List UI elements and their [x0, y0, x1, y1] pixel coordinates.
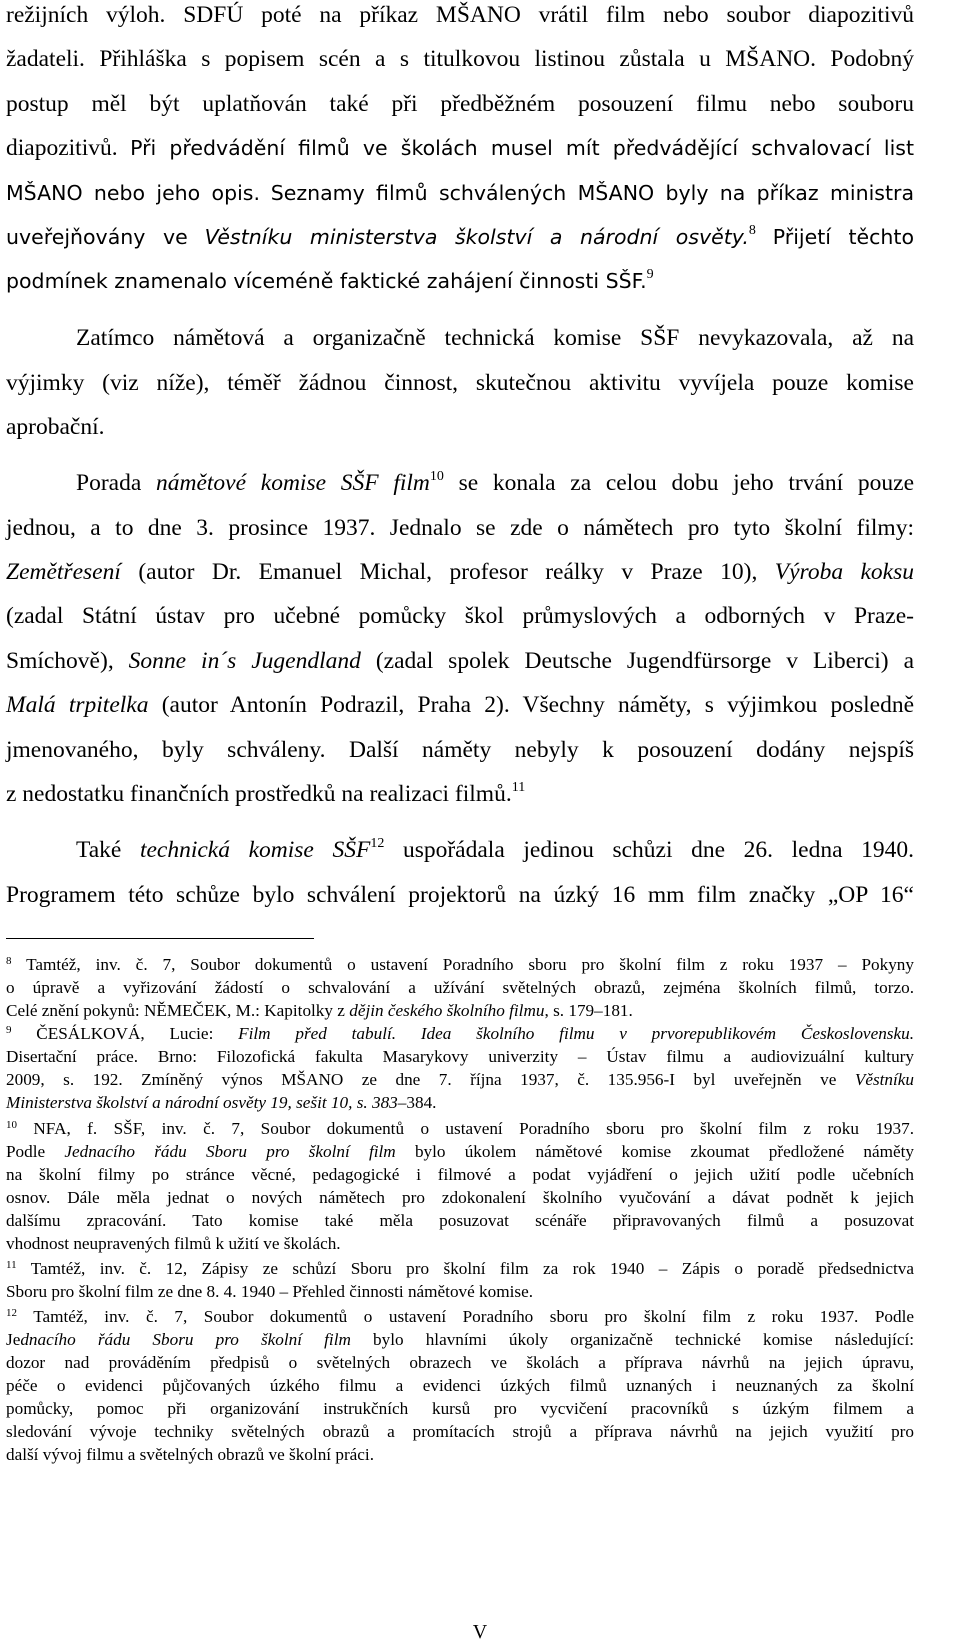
footnote-line: $^{11}$ Tamtéž, inv. č. 12, Zápisy ze schůzí Sboru pro školní film za rok 1940 – Zápis o poradě předsednictva	[6, 1259, 914, 1278]
footnote-line: dalšímu zpracování. Tato komise také měla posuzovat scénáře připravovaných filmů a posuzovat	[6, 1211, 914, 1230]
footnote-line: Celé znění pokynů: NĚMEČEK, M.: Kapitolky z dějin českého školního filmu, s. 179–181.	[6, 1001, 633, 1020]
body-line: aprobační.	[6, 414, 105, 440]
footnote-line: vhodnost neupravených filmů k užití ve školách.	[6, 1234, 341, 1253]
body-line: Smíchově), Sonne in´s Jugendland (zadal spolek Deutsche Jugendfürsorge v Liberci) a	[6, 648, 915, 674]
footnote-line: $^9$ ČESÁLKOVÁ, Lucie: Film před tabulí. Idea školního filmu v prvorepublikovém Československu.	[6, 1024, 914, 1043]
body-line: Zemětřesení (autor Dr. Emanuel Michal, profesor reálky v Praze 10), Výroba koksu	[6, 559, 915, 585]
footnote-line: Sboru pro školní film ze dne 8. 4. 1940 – Přehled činnosti námětové komise.	[6, 1282, 534, 1301]
body-line: Porada námětové komise SŠF film$^{10}$ se konala za celou dobu jeho trvání pouze	[76, 469, 915, 496]
body-line: Také technická komise SŠF$^{12}$ uspořádala jedinou schůzi dne 26. ledna 1940.	[76, 836, 915, 863]
footnote-line: osnov. Dále měla jednat o nových námětech pro zdokonalení školního vyučování a dávat podnět k jejich	[6, 1188, 914, 1207]
footnote-line: Ministerstva školství a národní osvěty 19, sešit 10, s. 383–384.	[6, 1093, 437, 1112]
body-line: Zatímco námětová a organizačně technická komise SŠF nevykazovala, až na	[76, 325, 914, 351]
body-line: jmenovaného, byly schváleny. Další náměty nebyly k posouzení dodány nejspíš	[6, 737, 914, 763]
body-line: uveřejňovány ve Věstníku ministerstva školství a národní osvěty.$^8$ Přijetí těchto	[6, 223, 914, 249]
body-line: Malá trpitelka (autor Antonín Podrazil, Praha 2). Všechny náměty, s výjimkou posledně	[6, 692, 915, 718]
body-line: z nedostatku finančních prostředků na realizaci filmů.$^{11}$	[6, 780, 526, 807]
footnote-line: $^8$ Tamtéž, inv. č. 7, Soubor dokumentů o ustavení Poradního sboru pro školní film z roku 1937 – Pokyny	[6, 955, 914, 974]
body-line: žadateli. Přihláška s popisem scén a s titulkovou listinou zůstala u MŠANO. Podobný	[6, 46, 914, 72]
footnote-line: sledování vývoje techniky světelných obrazů a promítacích strojů a příprava návrhů na jejich využití pro	[6, 1422, 914, 1441]
body-line: výjimky (viz níže), téměř žádnou činnost, skutečnou aktivitu vyvíjela pouze komise	[6, 370, 914, 396]
footnote-line: $^{12}$ Tamtéž, inv. č. 7, Soubor dokumentů o ustavení Poradního sboru pro školní film z roku 1937. Podle	[6, 1307, 914, 1326]
body-line: postup měl být uplatňován také při předběžném posouzení filmu nebo souboru	[6, 91, 914, 117]
body-line: MŠANO nebo jeho opis. Seznamy filmů schválených MŠANO byly na příkaz ministra	[6, 181, 915, 205]
body-line: jednou, a to dne 3. prosince 1937. Jednalo se zde o námětech pro tyto školní filmy:	[6, 515, 914, 541]
body-line: podmínek znamenalo víceméně faktické zahájení činnosti SŠF.$^9$	[6, 267, 654, 293]
footnote-separator	[6, 938, 314, 939]
footnote-line: Jednacího řádu Sboru pro školní film bylo hlavními úkoly organizačně technické komise následující:	[6, 1330, 915, 1349]
footnote-line: $^{10}$ NFA, f. SŠF, inv. č. 7, Soubor dokumentů o ustavení Poradního sboru pro školní film z roku 1937.	[6, 1119, 914, 1138]
page-number: V	[472, 1621, 488, 1643]
footnote-line: o úpravě a vyřizování žádostí o schvalování a užívání světelných obrazů, zejména školních filmů, torzo.	[6, 978, 914, 997]
footnote-line: Podle Jednacího řádu Sboru pro školní film bylo úkolem námětové komise zkoumat předložené náměty	[6, 1142, 915, 1161]
footnote-line: Disertační práce. Brno: Filozofická fakulta Masarykovy univerzity – Ústav filmu a audiovizuální kultury	[6, 1047, 914, 1066]
footnote-line: dozor nad prováděním předpisů o světelných obrazech ve školách a příprava návrhů na jejich úpravu,	[6, 1353, 914, 1372]
body-line: Programem této schůze bylo schválení projektorů na úzký 16 mm film značky „OP 16“	[6, 882, 914, 908]
body-line: (zadal Státní ústav pro učebné pomůcky škol průmyslových a odborných v Praze-	[6, 603, 914, 629]
footnote-line: další vývoj filmu a světelných obrazů ve školní práci.	[6, 1445, 375, 1464]
body-line: diapozitivů. Při předvádění filmů ve školách musel mít předvádějící schvalovací list	[6, 135, 915, 161]
footnote-line: péče o evidenci půjčovaných úzkého filmu a evidenci úzkých filmů uznaných i neuznaných za školní	[6, 1376, 914, 1395]
body-line: režijních výloh. SDFÚ poté na příkaz MŠANO vrátil film nebo soubor diapozitivů	[6, 2, 914, 28]
footnote-line: na školní filmy po stránce věcné, pedagogické i filmové a podat vyjádření o jejich užití podle učebních	[6, 1165, 914, 1184]
footnote-line: pomůcky, pomoc při organizování instrukčních kursů pro vycvičení pracovníků s úzkým filmem a	[6, 1399, 914, 1418]
footnote-line: 2009, s. 192. Zmíněný výnos MŠANO ze dne 7. října 1937, č. 135.956-I byl uveřejněn ve Věstníku	[6, 1070, 915, 1089]
